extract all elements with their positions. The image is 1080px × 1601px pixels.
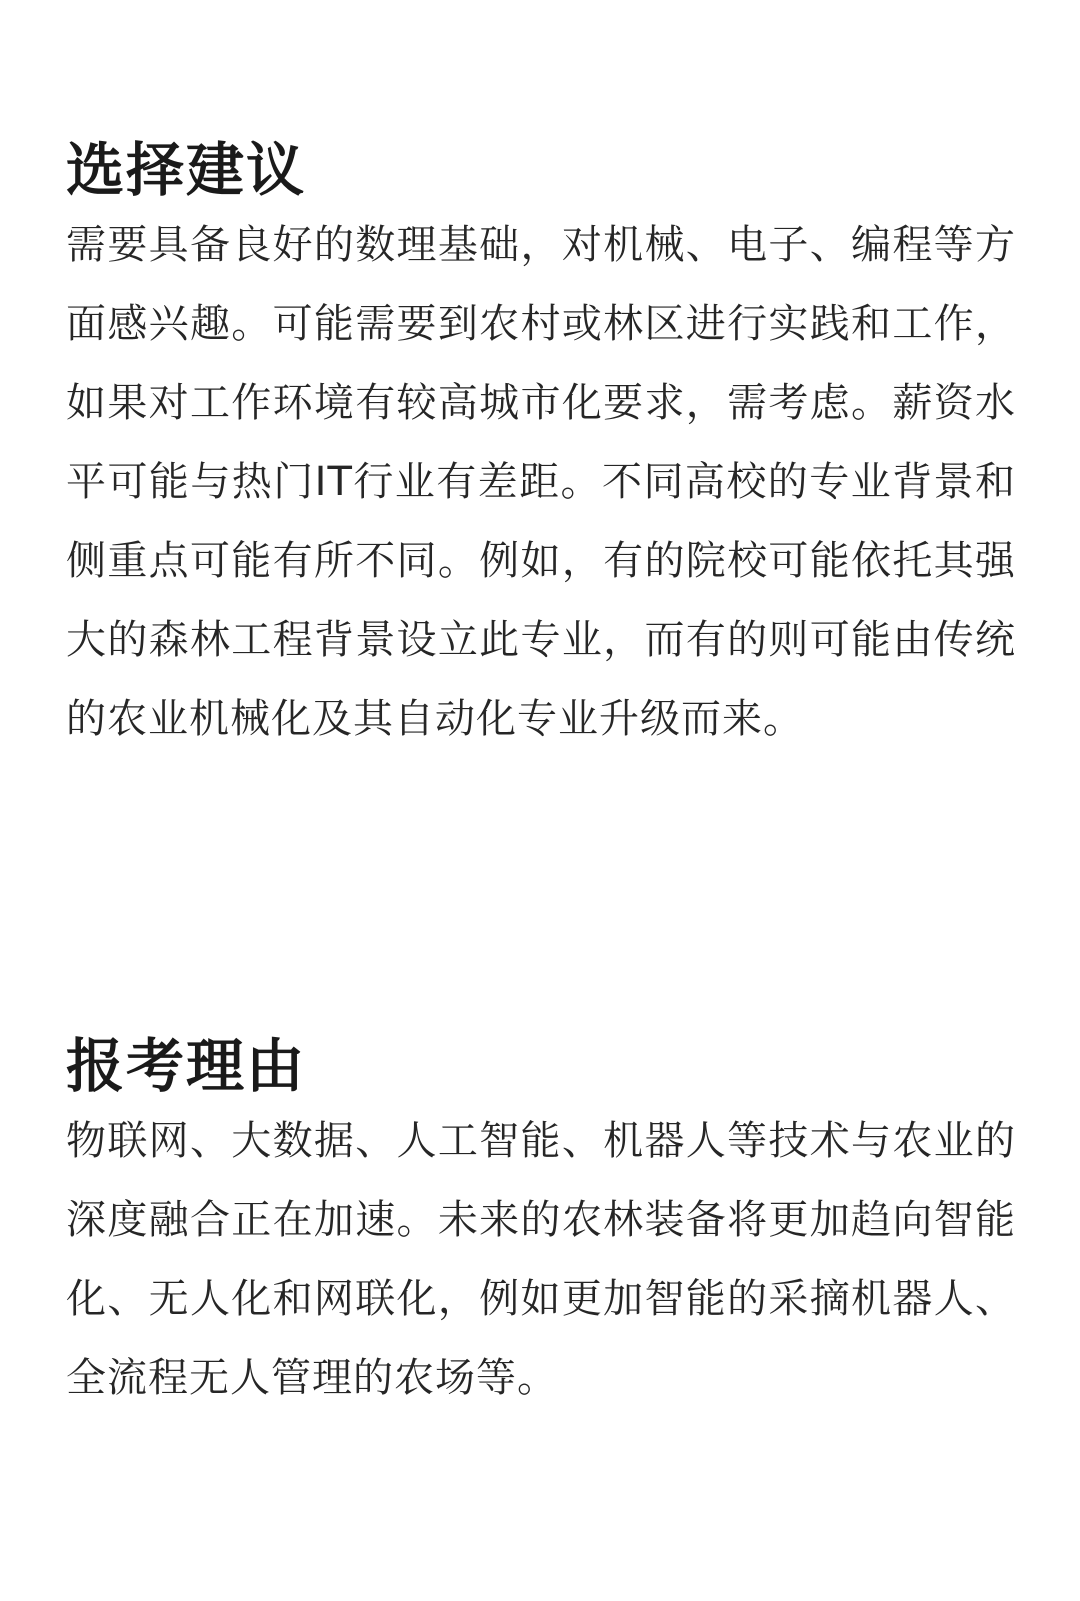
section-body-text: 需要具备良好的数理基础，对机械、电子、编程等方面感兴趣。可能需要到农村或林区进行实践和工作，如果对工作环境有较高城市化要求，需考虑。薪资水平可能与热门IT行业有差距。不同高校的专业背景和侧重点可能有所不同。例如，有的院校可能依托其强大的森林工程背景设立此专业，而有的则可能由传统的农业机械化及其自动化专业升级而来。 [66,222,1016,742]
section-application-reasons [66,1024,1016,1418]
section-heading: 选择建议 [66,136,307,204]
section-selection-advice [66,128,1016,759]
section-body-text: 物联网、大数据、人工智能、机器人等技术与农业的深度融合正在加速。未来的农林装备将更加趋向智能化、无人化和网联化，例如更加智能的采摘机器人、全流程无人管理的农场等。 [66,1118,1016,1401]
section-heading: 报考理由 [66,1032,307,1100]
